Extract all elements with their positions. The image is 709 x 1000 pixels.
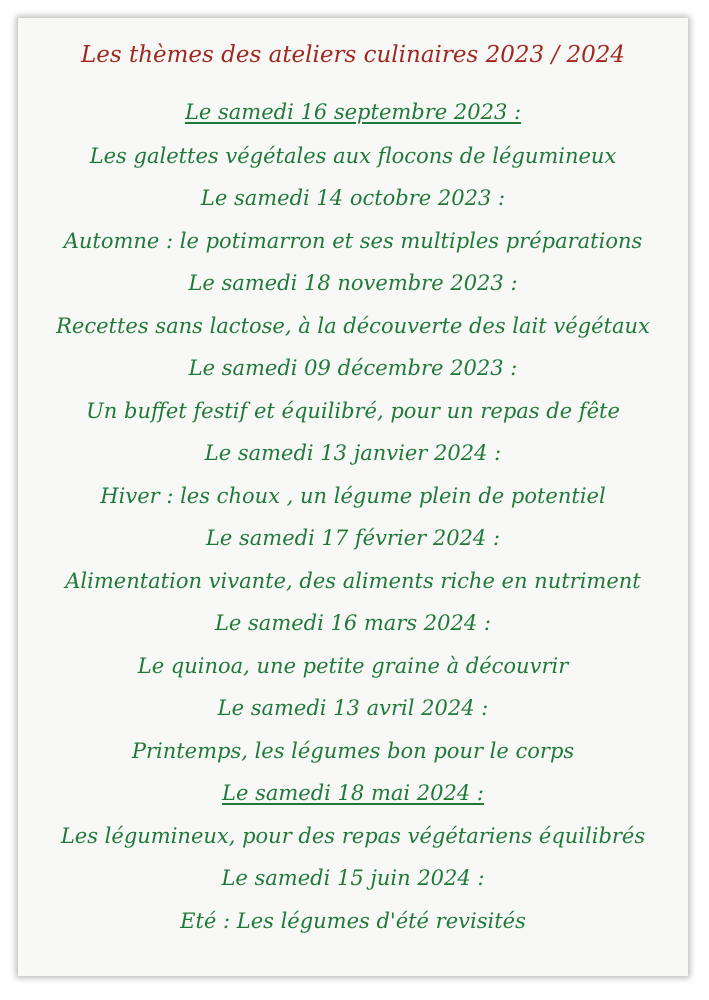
atelier-theme-8: Printemps, les légumes bon pour le corps	[131, 739, 575, 763]
atelier-theme-9: Les légumineux, pour des repas végétariens équilibrés	[60, 824, 646, 848]
atelier-date-4: Le samedi 09 décembre 2023 :	[188, 356, 518, 380]
atelier-date-2: Le samedi 14 octobre 2023 :	[200, 186, 506, 210]
atelier-date-7: Le samedi 16 mars 2024 :	[214, 611, 492, 635]
atelier-date-1: Le samedi 16 septembre 2023 :	[184, 100, 522, 124]
atelier-theme-5: Hiver : les choux , un légume plein de potentiel	[100, 484, 606, 508]
atelier-theme-4: Un buffet festif et équilibré, pour un repas de fête	[86, 399, 620, 423]
atelier-date-9: Le samedi 18 mai 2024 :	[222, 781, 484, 805]
atelier-theme-10: Eté : Les légumes d'été revisités	[180, 909, 526, 933]
atelier-theme-7: Le quinoa, une petite graine à découvrir	[137, 654, 569, 678]
document-title: Les thèmes des ateliers culinaires 2023 / 2024	[80, 42, 626, 68]
atelier-date-8: Le samedi 13 avril 2024 :	[217, 696, 489, 720]
atelier-theme-1: Les galettes végétales aux flocons de légumineux	[89, 144, 617, 168]
atelier-theme-2: Automne : le potimarron et ses multiples préparations	[63, 229, 643, 253]
atelier-theme-6: Alimentation vivante, des aliments riche en nutriment	[65, 569, 641, 593]
atelier-theme-3: Recettes sans lactose, à la découverte des lait végétaux	[56, 314, 650, 338]
document-page	[18, 18, 688, 976]
atelier-date-6: Le samedi 17 février 2024 :	[205, 526, 501, 550]
atelier-date-5: Le samedi 13 janvier 2024 :	[204, 441, 502, 465]
atelier-date-10: Le samedi 15 juin 2024 :	[221, 866, 485, 890]
atelier-date-3: Le samedi 18 novembre 2023 :	[188, 271, 518, 295]
